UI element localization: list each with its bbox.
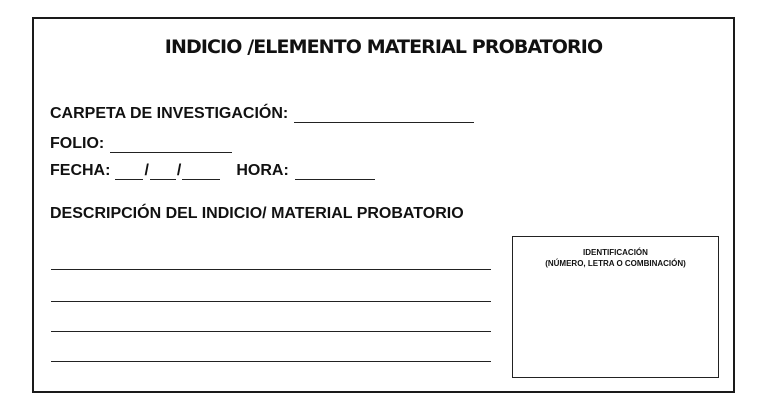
- descripcion-heading: [50, 205, 464, 223]
- fecha-label: FECHA:: [50, 162, 111, 179]
- evidence-label-form: [32, 17, 735, 393]
- folio-field: [50, 135, 232, 153]
- hora-input-line[interactable]: [295, 164, 375, 180]
- folio-label: FOLIO:: [50, 135, 105, 152]
- fecha-hora-field: [50, 162, 375, 180]
- identificacion-box[interactable]: [512, 236, 719, 378]
- hora-label: HORA:: [236, 162, 289, 179]
- carpeta-input-line[interactable]: [294, 107, 474, 123]
- folio-input-line[interactable]: [110, 137, 232, 153]
- descripcion-line[interactable]: [51, 331, 491, 332]
- identificacion-subtitle: (NÚMERO, LETRA O COMBINACIÓN): [545, 259, 686, 268]
- descripcion-line[interactable]: [51, 269, 491, 270]
- descripcion-label: DESCRIPCIÓN DEL INDICIO/ MATERIAL PROBATORIO: [50, 205, 464, 222]
- carpeta-label: CARPETA DE INVESTIGACIÓN:: [50, 105, 289, 122]
- carpeta-field: [50, 105, 474, 123]
- date-separator: /: [144, 162, 149, 179]
- fecha-year-line[interactable]: [182, 164, 220, 180]
- form-title: INDICIO /ELEMENTO MATERIAL PROBATORIO: [164, 36, 603, 58]
- identificacion-title: IDENTIFICACIÓN: [583, 248, 648, 257]
- date-separator: /: [176, 162, 182, 179]
- fecha-month-line[interactable]: [150, 164, 176, 180]
- descripcion-line[interactable]: [51, 361, 491, 362]
- descripcion-line[interactable]: [51, 301, 491, 302]
- fecha-day-line[interactable]: [115, 164, 143, 180]
